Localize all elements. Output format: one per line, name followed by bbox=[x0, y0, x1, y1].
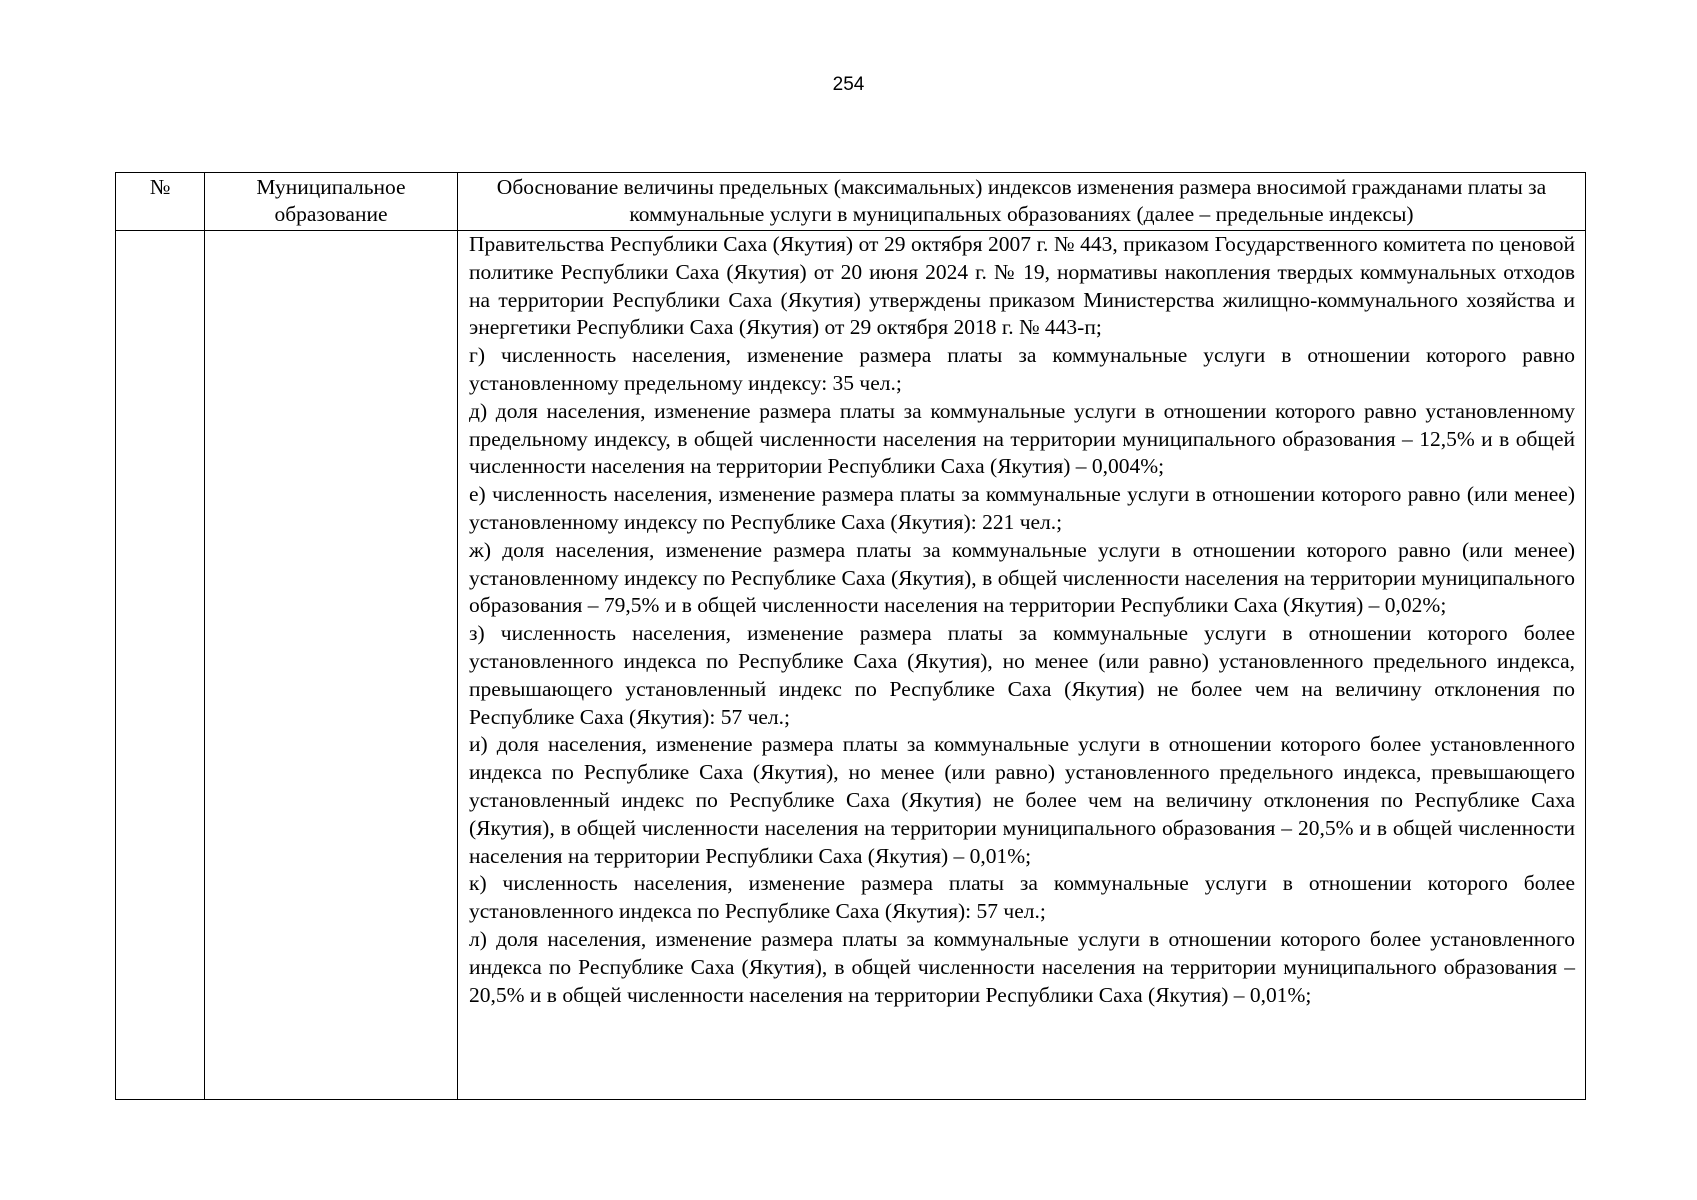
header-municipality: Муниципальное образование bbox=[205, 173, 458, 231]
cell-justification bbox=[458, 231, 1586, 1100]
paragraph-e: е) численность населения, изменение размера платы за коммунальные услуги в отношении которого равно (или менее) установленному индексу по Республике Саха (Якутия): 221 чел.; bbox=[469, 482, 1575, 534]
table-header-row bbox=[116, 173, 1586, 231]
table-row bbox=[116, 231, 1586, 1100]
page-number: 254 bbox=[832, 74, 865, 95]
paragraph-k: к) численность населения, изменение размера платы за коммунальные услуги в отношении которого более установленного индекса по Республике Саха (Якутия): 57 чел.; bbox=[469, 871, 1575, 924]
paragraph-zh: ж) доля населения, изменение размера платы за коммунальные услуги в отношении которого равно (или менее) установленному индексу по Республике Саха (Якутия), в общей численности населения на территории муниципального образования – 79,5% и в общей численности населения на территории Республики Саха (Якутия) – 0,02%; bbox=[469, 537, 1575, 618]
paragraph-intro: Правительства Республики Саха (Якутия) от 29 октября 2007 г. № 443, приказом Государственного комитета по ценовой политике Республики Саха (Якутия) от 20 июня 2024 г. № 19, нормативы накопления твердых коммунальных отходов на территории Республики Саха (Якутия) утверждены приказом Министерства жилищно-коммунального хозяйства и энергетики Республики Саха (Якутия) от 29 октября 2018 г. № 443-п; bbox=[469, 232, 1575, 340]
header-number: № bbox=[116, 173, 205, 231]
header-justification: Обоснование величины предельных (максимальных) индексов изменения размера вносимой гражданами платы за коммунальные услуги в муниципальных образованиях (далее – предельные индексы) bbox=[458, 173, 1586, 231]
justification-table bbox=[115, 172, 1586, 1100]
cell-number bbox=[116, 231, 205, 1100]
cell-municipality bbox=[205, 231, 458, 1100]
paragraph-d: д) доля населения, изменение размера платы за коммунальные услуги в отношении которого равно установленному предельному индексу, в общей численности населения на территории муниципального образования – 12,5% и в общей численности населения на территории Республики Саха (Якутия) – 0,004%; bbox=[469, 398, 1575, 479]
paragraph-z: з) численность населения, изменение размера платы за коммунальные услуги в отношении которого более установленного индекса по Республике Саха (Якутия), но менее (или равно) установленного предельного индекса, превышающего установленный индекс по Республике Саха (Якутия) не более чем на величину отклонения по Республике Саха (Якутия): 57 чел.; bbox=[469, 621, 1575, 729]
paragraph-i: и) доля населения, изменение размера платы за коммунальные услуги в отношении которого более установленного индекса по Республике Саха (Якутия), но менее (или равно) установленного предельного индекса, превышающего установленный индекс по Республике Саха (Якутия) не более чем на величину отклонения по Республике Саха (Якутия), в общей численности населения на территории муниципального образования – 20,5% и в общей численности населения на территории Республики Саха (Якутия) – 0,01%; bbox=[469, 732, 1575, 868]
paragraph-l: л) доля населения, изменение размера платы за коммунальные услуги в отношении которого более установленного индекса по Республике Саха (Якутия), в общей численности населения на территории муниципального образования – 20,5% и в общей численности населения на территории Республики Саха (Якутия) – 0,01%; bbox=[469, 926, 1575, 1007]
paragraph-g: г) численность населения, изменение размера платы за коммунальные услуги в отношении которого равно установленному предельному индексу: 35 чел.; bbox=[469, 343, 1575, 395]
